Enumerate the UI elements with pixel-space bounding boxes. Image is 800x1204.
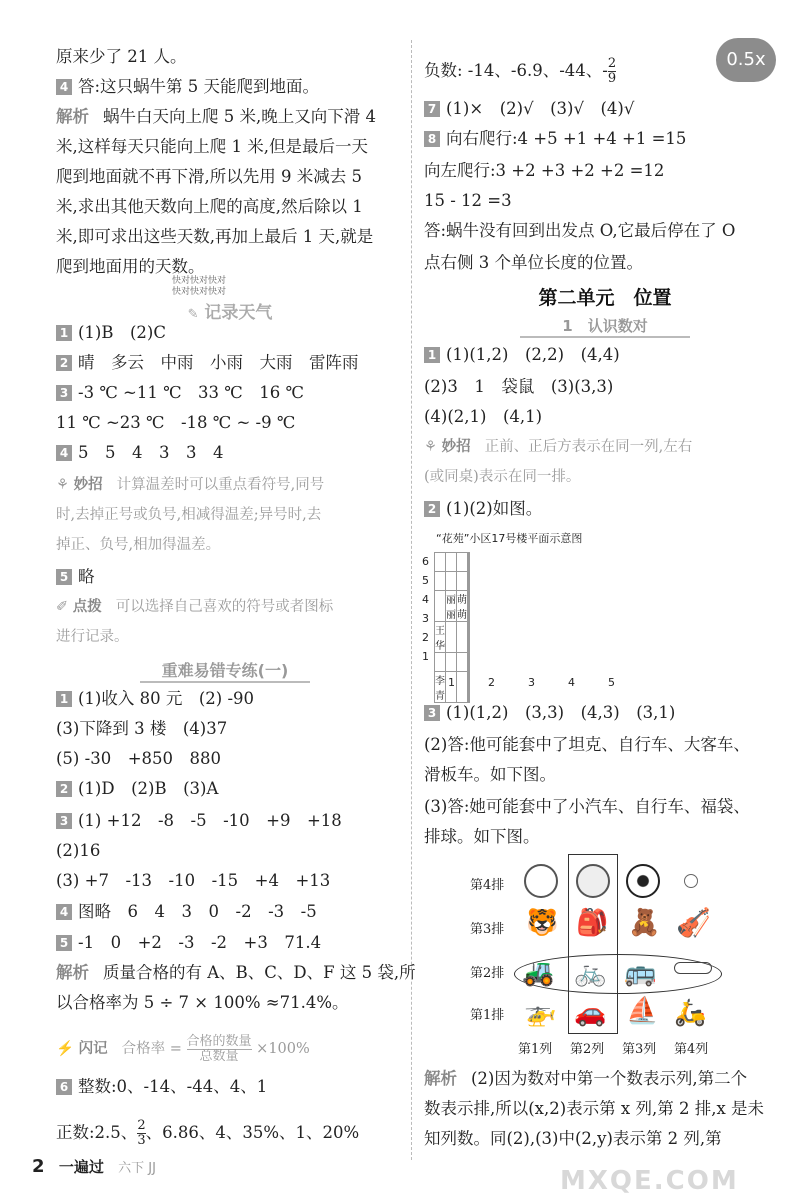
- column-labels: 第1列 第2列 第3列 第4列: [518, 1042, 709, 1057]
- pen-icon: ✎: [187, 307, 199, 322]
- answer-line: 负数: -14、-6.9、-44、- $\frac{2}{9}$: [424, 56, 617, 86]
- tank-icon: 🚜: [522, 958, 555, 988]
- answer-line: 1 (1)B (2)C: [56, 322, 166, 344]
- violin-icon: 🎻: [676, 906, 711, 939]
- answer-line: 2 晴 多云 中雨 小雨 大雨 雷阵雨: [56, 352, 359, 374]
- tip-tag: 点拨: [72, 599, 102, 615]
- answer-line: (3) +7 -13 -10 -15 +4 +13: [56, 871, 331, 890]
- lightbulb-icon: ⚘: [424, 439, 437, 455]
- question-badge: 1: [424, 347, 440, 363]
- basketball-icon: [524, 864, 558, 898]
- watermark: MXQE.COM: [560, 1166, 739, 1196]
- answer-line: 4 图略 6 4 3 0 -2 -3 -5: [56, 901, 317, 923]
- question-badge: 8: [424, 131, 440, 147]
- bus-icon: 🚌: [624, 958, 657, 988]
- analysis-line: 米,即可求出这些天数,再加上最后 1 天,就是: [56, 227, 374, 246]
- answer-line: 5 -1 0 +2 -3 -2 +3 71.4: [56, 932, 321, 954]
- answer-line: 滑板车。如下图。: [424, 765, 556, 784]
- answer-q4: 4 答:这只蜗牛第 5 天能爬到地面。: [56, 76, 319, 98]
- question-badge: 6: [56, 1079, 72, 1095]
- map-title: “花苑”小区17号楼平面示意图: [436, 532, 583, 545]
- analysis-line: 米,这样每天只能向上爬 1 米,但是最后一天: [56, 137, 368, 156]
- answer-line: (2)16: [56, 841, 101, 860]
- unit-title: 第二单元 位置: [538, 287, 672, 309]
- question-badge: 3: [56, 813, 72, 829]
- soccer-ball-icon: [626, 864, 660, 898]
- question-badge: 4: [56, 904, 72, 920]
- question-badge: 3: [424, 705, 440, 721]
- grade-label: 六下 JJ: [118, 1161, 156, 1176]
- tip-line: 掉正、负号,相加得温差。: [56, 537, 221, 553]
- answer-line: 2 (1)D (2)B (3)A: [56, 778, 218, 800]
- question-badge: 2: [56, 355, 72, 371]
- answer-line: 6 整数:0、-14、-44、4、1: [56, 1076, 267, 1098]
- answer-line: 排球。如下图。: [424, 827, 540, 846]
- fraction: $\frac{\text{合格的数量}}{\text{总数量}}$: [186, 1033, 252, 1064]
- question-badge: 2: [424, 501, 440, 517]
- picture-grid: 第4排 第3排 第2排 第1排 🐯 🎒 🧸 🎻 🚜 🚲 🚌 🚁 🚗 ⛵ 🛵 第1列 第2列 第3列 第4列: [470, 858, 730, 1058]
- answer-line: (3)答:她可能套中了小汽车、自行车、福袋、: [424, 797, 750, 816]
- lightbulb-icon: ⚘: [56, 477, 69, 493]
- question-badge: 7: [424, 101, 440, 117]
- answer-line: (3)下降到 3 楼 (4)37: [56, 719, 228, 738]
- car-icon: 🚗: [574, 998, 607, 1028]
- flash-note: ⚡ 闪记 合格率 = $\frac{\text{合格的数量}}{\text{总数量}}$ ×100%: [56, 1033, 310, 1064]
- question-badge: 5: [56, 935, 72, 951]
- map-row-labels: 6 5 4 3 2 1: [422, 555, 429, 663]
- answer-line: (2)答:他可能套中了坦克、自行车、大客车、: [424, 735, 750, 754]
- section-title: ✎ 记录天气: [187, 303, 273, 323]
- analysis-line: 米,求出其他天数向上爬的高度,然后除以 1: [56, 197, 363, 216]
- skateboard-icon: [674, 962, 712, 974]
- teddy-bear-icon: 🧸: [628, 908, 661, 938]
- zoom-indicator[interactable]: 0.5x: [716, 38, 776, 82]
- analysis-line: 数表示排,所以(x,2)表示第 x 列,第 2 排,x 是未: [424, 1099, 764, 1118]
- fraction: $\frac{2}{3}$: [137, 1118, 146, 1148]
- text-line: 原来少了 21 人。: [56, 47, 187, 66]
- question-badge: 4: [56, 79, 72, 95]
- question-badge: 3: [56, 385, 72, 401]
- answer-line: 3 (1) +12 -8 -5 -10 +9 +18: [56, 810, 342, 832]
- lucky-bag-icon: 🎒: [576, 908, 609, 938]
- analysis-tag: 解析: [56, 963, 89, 982]
- analysis-line: 解析 (2)因为数对中第一个数表示列,第二个: [424, 1069, 748, 1088]
- tip-line: ✐ 点拨 可以选择自己喜欢的符号或者图标: [56, 599, 334, 615]
- fraction: $\frac{2}{9}$: [607, 56, 617, 86]
- question-badge: 2: [56, 781, 72, 797]
- tip-line: 进行记录。: [56, 629, 129, 645]
- tip-tag: 妙招: [73, 477, 103, 493]
- question-badge: 1: [56, 691, 72, 707]
- answer-line: (4)(2,1) (4,1): [424, 407, 543, 426]
- answer-line: 向左爬行:3 +2 +3 +2 +2 =12: [424, 161, 665, 180]
- analysis-line: 爬到地面用的天数。: [56, 257, 205, 276]
- analysis-line: 以合格率为 5 ÷ 7 × 100% ≈71.4%。: [56, 993, 349, 1012]
- answer-line: 7 (1)× (2)√ (3)√ (4)√: [424, 98, 634, 120]
- question-badge: 5: [56, 569, 72, 585]
- tip-line: ⚘ 妙招 计算温差时可以重点看符号,同号: [56, 477, 325, 493]
- column-divider: [411, 40, 412, 1160]
- answer-line: 点右侧 3 个单位长度的位置。: [424, 253, 643, 272]
- helicopter-icon: 🚁: [524, 998, 557, 1028]
- sailboat-icon: ⛵: [626, 996, 659, 1026]
- answer-line: 8 向右爬行:4 +5 +1 +4 +1 =15: [424, 128, 686, 150]
- pin-icon: ✐: [56, 599, 69, 615]
- page-footer: [32, 1156, 156, 1177]
- answer-line: 3 -3 ℃ ~11 ℃ 33 ℃ 16 ℃: [56, 382, 304, 404]
- analysis-line: 解析 蜗牛白天向上爬 5 米,晚上又向下滑 4: [56, 107, 376, 126]
- answer-line: 2 (1)(2)如图。: [424, 498, 542, 520]
- answer-line: 3 (1)(1,2) (3,3) (4,3) (3,1): [424, 702, 675, 724]
- analysis-line: 爬到地面就不再下滑,所以先用 9 米减去 5: [56, 167, 362, 186]
- volleyball-icon: [576, 864, 610, 898]
- answer-line: 答:蜗牛没有回到出发点 O,它最后停在了 O: [424, 221, 736, 240]
- analysis-tag: 解析: [424, 1069, 457, 1088]
- tiger-icon: 🐯: [526, 908, 559, 938]
- motorcycle-icon: 🛵: [674, 998, 707, 1028]
- answer-line: 15 - 12 =3: [424, 191, 512, 210]
- answer-line: 1 (1)收入 80 元 (2) -90: [56, 688, 254, 710]
- map-col-labels: 1 2 3 4 5: [448, 676, 615, 689]
- answer-line: (2)3 1 袋鼠 (3)(3,3): [424, 377, 614, 396]
- analysis-line: 解析 质量合格的有 A、B、C、D、F 这 5 袋,所: [56, 963, 416, 982]
- page-number: 2: [32, 1156, 45, 1177]
- answer-line: (5) -30 +850 880: [56, 749, 221, 768]
- question-badge: 1: [56, 325, 72, 341]
- answer-line: 正数:2.5、 $\frac{2}{3}$ 、6.86、4、35%、1、20%: [56, 1118, 360, 1148]
- tip-line: ⚘ 妙招 正前、正后方表示在同一列,左右: [424, 439, 693, 455]
- tip-line: 时,去掉正号或负号,相减得温差;异号时,去: [56, 507, 322, 523]
- bicycle-icon: 🚲: [574, 958, 607, 988]
- question-badge: 4: [56, 445, 72, 461]
- lesson-title: 1 认识数对: [520, 315, 690, 338]
- analysis-line: 知列数。同(2),(3)中(2,y)表示第 2 列,第: [424, 1129, 722, 1148]
- answer-line: 4 5 5 4 3 3 4: [56, 442, 224, 464]
- answer-line: 11 ℃ ~23 ℃ -18 ℃ ~ -9 ℃: [56, 413, 296, 432]
- stamp: 快对快对快对 快对快对快对: [172, 276, 227, 297]
- map-grid: 丽丽 萌萌 王华 李青: [434, 552, 470, 703]
- lightning-icon: ⚡: [56, 1041, 75, 1057]
- answer-line: 1 (1)(1,2) (2,2) (4,4): [424, 344, 620, 366]
- tip-line: (或同桌)表示在同一排。: [424, 469, 581, 485]
- analysis-tag: 解析: [56, 107, 89, 126]
- brand: 一遍过: [58, 1158, 104, 1176]
- section-title: 重难易错专练(一): [140, 658, 310, 683]
- ping-pong-ball-icon: [684, 874, 698, 888]
- answer-line: 5 略: [56, 566, 95, 588]
